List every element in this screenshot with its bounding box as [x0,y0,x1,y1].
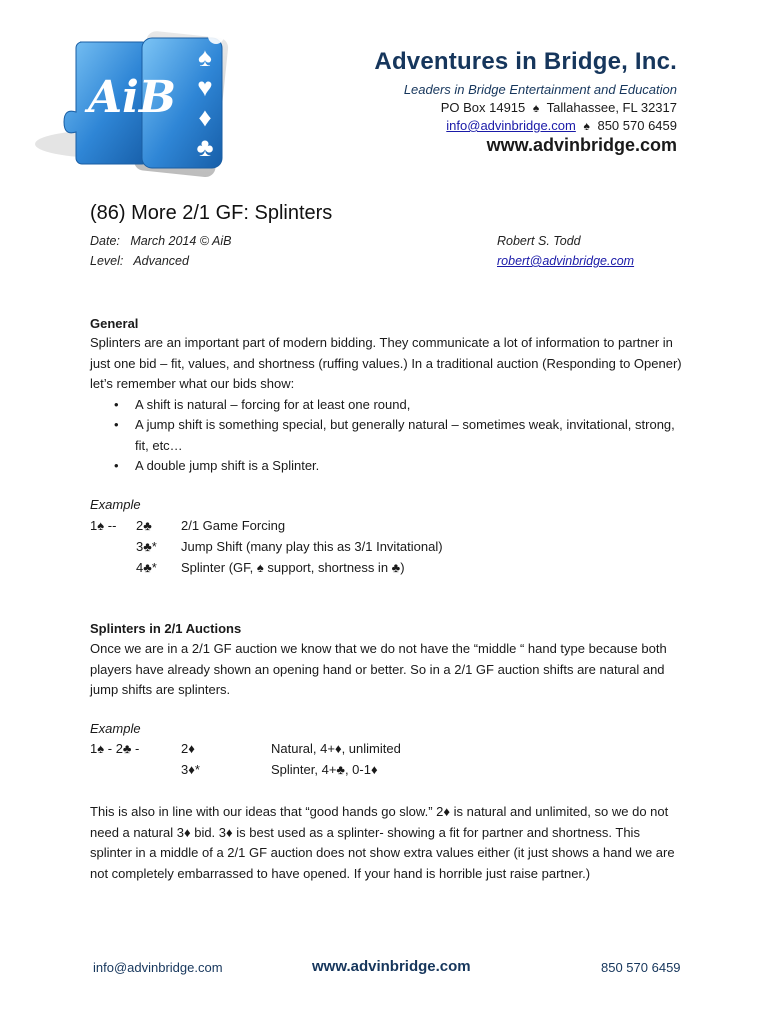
spade-icon: ♠ [583,119,590,133]
logo-text: AiB [88,72,177,123]
date-line [90,234,231,248]
example1-cell: 3♣* [136,539,157,554]
splinters21-line: players have already shown an opening hand or better. So in a 2/1 GF auction shifts are natural and [90,661,665,677]
example1-cell: 2♣ [136,518,152,533]
general-line: let’s remember what our bids show: [90,376,295,391]
general-bullet-list [90,395,690,477]
footer-email[interactable]: info@advinbridge.com [93,960,223,975]
level-value: Advanced [133,254,189,268]
date-label: Date: [90,234,120,248]
company-header [374,48,677,156]
logo-suits [190,42,220,162]
general-line: just one bid – fit, values, and shortness (ruffing values.) In a traditional auction (Responding to Opener) [90,355,682,371]
company-name: Adventures in Bridge, Inc. [374,48,677,75]
example2-cell: Splinter, 4+♣, 0-1♦ [271,762,378,777]
spade-icon: ♠ [532,101,540,115]
company-tagline: Leaders in Bridge Entertainment and Education [403,82,677,97]
example1-cell: 4♣* [136,560,157,575]
general-heading: General [90,316,139,331]
bullet-item: • A shift is natural – forcing for at least one round, [90,395,690,416]
example1-cell: Jump Shift (many play this as 3/1 Invitational) [181,539,443,554]
heart-icon: ♥ [197,72,213,102]
example1-cell: 1♠ -- [90,518,117,533]
level-label: Level: [90,254,124,268]
spade-icon: ♠ [198,42,212,72]
footer-website[interactable]: www.advinbridge.com [312,958,471,975]
splinters21-line: jump shifts are splinters. [90,682,231,697]
date-value: March 2014 © AiB [130,234,232,248]
level-line [90,254,189,268]
general-line: Splinters are an important part of modern bidding. They communicate a lot of information to partner in [90,335,673,350]
example1-cell: Splinter (GF, ♠ support, shortness in ♣) [181,560,405,575]
diamond-icon: ♦ [198,102,212,132]
closing-line: splinter in a middle of a 2/1 GF auction does not show extra values either (it just shows a hand we are [90,845,675,860]
footer-phone: 850 570 6459 [601,960,681,975]
company-website[interactable]: www.advinbridge.com [486,135,677,155]
splinters21-line: Once we are in a 2/1 GF auction we know that we do not have the “middle “ hand type because both [90,641,667,656]
example2-heading: Example [90,721,141,736]
aib-logo [30,22,240,182]
bullet-item: • A jump shift is something special, but generally natural – sometimes weak, invitational, strong, fit, etc… [90,415,690,456]
address-po: PO Box 14915 [440,100,526,115]
example2-cell: Natural, 4+♦, unlimited [271,741,401,756]
closing-line: This is also in line with our ideas that “good hands go slow.” 2♦ is natural and unlimited, so we do not [90,804,669,819]
example2-cell: 3♦* [181,762,200,777]
example2-cell: 1♠ - 2♣ - [90,741,140,756]
page-title: (86) More 2/1 GF: Splinters [90,202,333,224]
company-contact [374,118,677,133]
author-email-link[interactable]: robert@advinbridge.com [497,254,635,268]
company-address [374,100,677,115]
general-paragraph [90,333,690,477]
example2-cell: 2♦ [181,741,195,756]
address-city: Tallahassee, FL 32317 [546,100,677,115]
example1-cell: 2/1 Game Forcing [181,518,286,533]
company-phone: 850 570 6459 [597,118,677,133]
closing-paragraph [90,802,690,884]
club-icon: ♣ [196,132,214,162]
example1-heading: Example [90,497,141,512]
splinters21-heading: Splinters in 2/1 Auctions [90,621,242,636]
closing-line: not completely embarrassed to have opened. If your hand is horrible just raise partner.) [90,865,591,881]
bullet-item: • A double jump shift is a Splinter. [90,456,690,477]
company-email-link[interactable]: info@advinbridge.com [446,118,576,133]
closing-line: need a natural 3♦ bid. 3♦ is best used as a splinter- showing a fit for partner and shortness. This [90,824,640,840]
splinters21-paragraph [90,639,690,701]
author-name: Robert S. Todd [497,234,581,248]
